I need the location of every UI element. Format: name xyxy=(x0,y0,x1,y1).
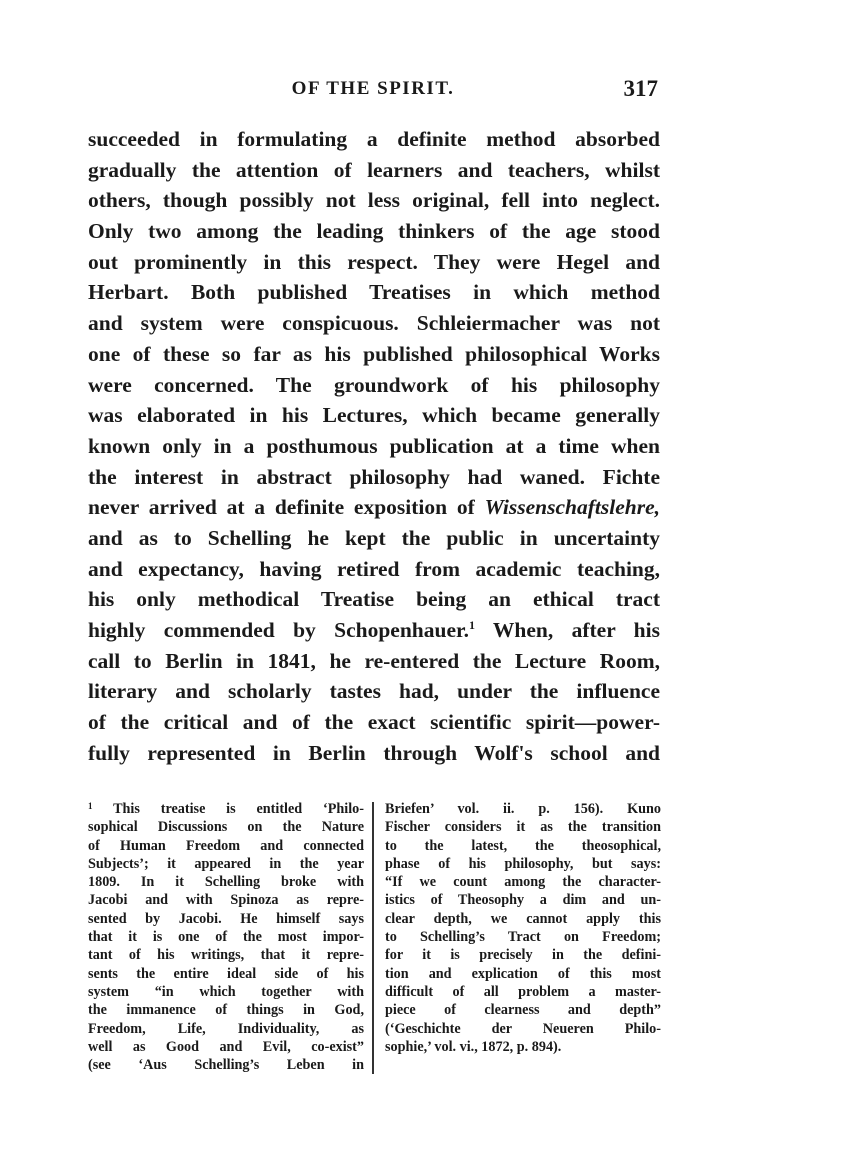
footnote-line: phase of his philosophy, but says: xyxy=(385,855,661,872)
footnote-line: Briefen’ vol. ii. p. 156). Kuno xyxy=(385,801,661,817)
body-line: one of these so far as his published philosophical Works xyxy=(88,341,660,366)
body-line: and system were conspicuous. Schleiermacher was not xyxy=(88,311,660,336)
footnote-line: of Human Freedom and connected xyxy=(88,837,364,854)
footnote-line: “If we count among the character- xyxy=(385,874,661,891)
body-line: was elaborated in his Lectures, which became generally xyxy=(88,403,660,428)
footnote-line: clear depth, we cannot apply this xyxy=(385,910,661,927)
body-line: of the critical and of the exact scientific spirit—power- xyxy=(88,710,660,735)
body-line: and expectancy, having retired from academic teaching, xyxy=(88,556,660,581)
body-line xyxy=(88,615,660,646)
footnote-line: tant of his writings, that it repre- xyxy=(88,947,364,964)
footnote-line: system “in which together with xyxy=(88,983,364,1000)
footnote-line: sophie,’ vol. vi., 1872, p. 894). xyxy=(385,1038,562,1055)
footnote-line: piece of clearness and depth” xyxy=(385,1002,661,1019)
body-line: call to Berlin in 1841, he re-entered the Lecture Room, xyxy=(88,648,660,673)
footnote-line: (see ‘Aus Schelling’s Leben in xyxy=(88,1057,364,1074)
body-line-tail: When, after his xyxy=(492,618,660,642)
footnote-line: Freedom, Life, Individuality, as xyxy=(88,1020,364,1037)
footnote-line xyxy=(88,800,364,818)
footnote-marker: 1 xyxy=(88,801,93,811)
body-line: Only two among the leading thinkers of the age stood xyxy=(88,219,660,244)
running-head xyxy=(88,74,658,104)
footnote-column-divider xyxy=(372,802,374,1074)
footnote-line-text: This treatise is entitled ‘Philo- xyxy=(113,801,364,817)
footnote-line: sents the entire ideal side of his xyxy=(88,965,364,982)
footnote-line: well as Good and Evil, co-exist” xyxy=(88,1038,364,1055)
footnote-line: sented by Jacobi. He himself says xyxy=(88,910,364,927)
footnote-line: difficult of all problem a master- xyxy=(385,983,661,1000)
body-line: succeeded in formulating a definite method absorbed xyxy=(88,127,660,151)
body-line xyxy=(88,492,660,523)
body-line: Herbart. Both published Treatises in which method xyxy=(88,280,660,305)
footnote-line: 1809. In it Schelling broke with xyxy=(88,874,364,891)
body-line-text: highly commended by Schopenhauer. xyxy=(88,618,469,642)
footnote-block xyxy=(88,800,660,1075)
body-line: the interest in abstract philosophy had waned. Fichte xyxy=(88,464,660,489)
footnote-line: to the latest, the theosophical, xyxy=(385,837,661,854)
footnote-line: istics of Theosophy a dim and un- xyxy=(385,892,661,909)
footnote-line: to Schelling’s Tract on Freedom; xyxy=(385,929,661,946)
body-line: fully represented in Berlin through Wolf's school and xyxy=(88,740,660,765)
page-number: 317 xyxy=(623,76,658,101)
footnote-line: sophical Discussions on the Nature xyxy=(88,819,364,836)
body-line: his only methodical Treatise being an ethical tract xyxy=(88,587,660,612)
footnote-reference: 1 xyxy=(468,618,475,632)
italic-work-title: Wissenschaftslehre, xyxy=(484,495,660,520)
body-line: out prominently in this respect. They were Hegel and xyxy=(88,249,660,274)
body-line: and as to Schelling he kept the public in uncertainty xyxy=(88,525,660,550)
footnote-line: for it is precisely in the defini- xyxy=(385,947,661,964)
footnote-line: the immanence of things in God, xyxy=(88,1002,364,1019)
running-title: OF THE SPIRIT. xyxy=(291,78,455,99)
body-line: known only in a posthumous publication at a time when xyxy=(88,433,660,458)
body-line: were concerned. The groundwork of his philosophy xyxy=(88,372,660,397)
footnote-line: tion and explication of this most xyxy=(385,965,661,982)
footnote-left-column xyxy=(88,800,364,1074)
footnote-line: Subjects’; it appeared in the year xyxy=(88,855,364,872)
footnote-line: (‘Geschichte der Neueren Philo- xyxy=(385,1020,661,1037)
body-line: gradually the attention of learners and teachers, whilst xyxy=(88,157,660,182)
body-line-text: never arrived at a definite exposition of xyxy=(88,495,475,520)
body-line: others, though possibly not less original, fell into neglect. xyxy=(88,188,660,213)
footnote-line: that it is one of the most impor- xyxy=(88,929,364,946)
footnote-line: Jacobi and with Spinoza as repre- xyxy=(88,892,364,909)
body-text xyxy=(88,124,660,768)
footnote-line: Fischer considers it as the transition xyxy=(385,819,661,836)
footnote-right-column xyxy=(385,800,661,1056)
body-line: literary and scholarly tastes had, under the influence xyxy=(88,679,660,704)
